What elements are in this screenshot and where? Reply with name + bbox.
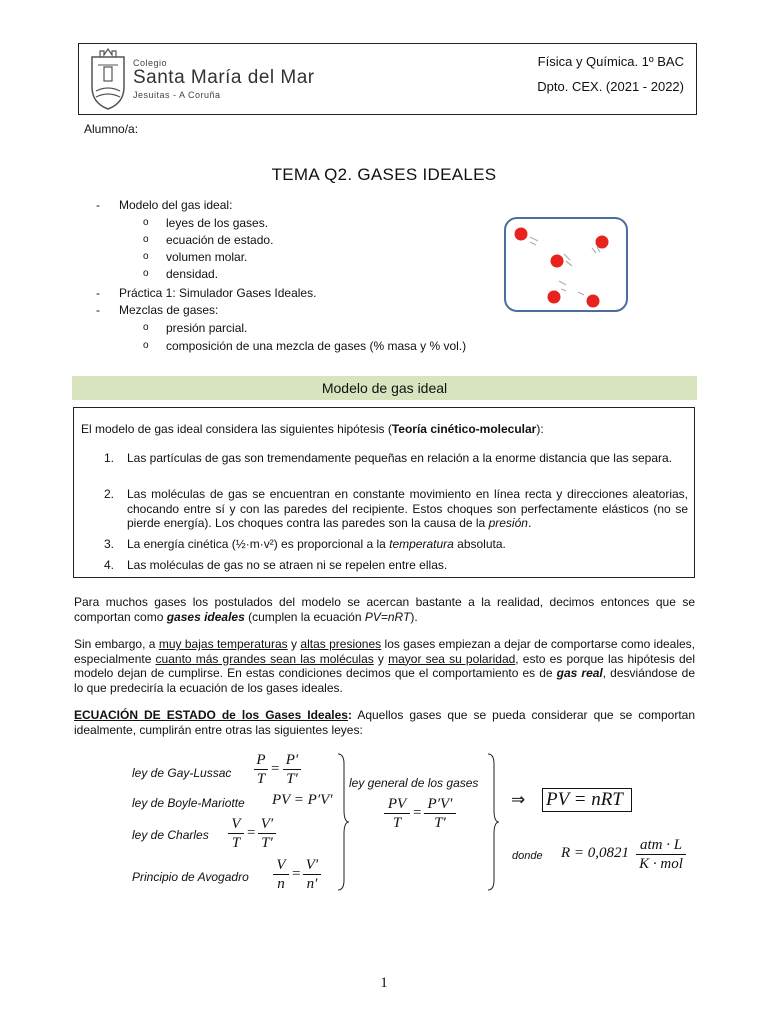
fraction: V n (273, 857, 289, 892)
fraction: PV T (384, 796, 410, 831)
gas-constant-units: atm · L K · mol (636, 837, 686, 872)
list-number: 4. (104, 558, 115, 572)
toc-subitem: leyes de los gases. (166, 216, 269, 230)
paragraph-ideal-gases: Para muchos gases los postulados del modelo se acercan bastante a la realidad, decimos entonces que se comportan como gases ideales (cumplen la ecuación PV=nRT). (74, 595, 695, 624)
list-dash: - (96, 303, 100, 317)
toc-subitem: presión parcial. (166, 321, 248, 335)
school-subtitle: Jesuitas - A Coruña (133, 90, 221, 100)
where-label: donde (512, 850, 543, 862)
gas-container-illustration (500, 215, 632, 315)
equals-sign: = (413, 805, 422, 821)
law-label-boyle: ley de Boyle-Mariotte (132, 796, 245, 810)
hypothesis-item: Las partículas de gas son tremendamente pequeñas en relación a la enorme distancia que las separa. (127, 451, 673, 465)
list-bullet: o (143, 340, 149, 351)
section-title: Modelo de gas ideal (321, 380, 448, 396)
school-name: Santa María del Mar (133, 67, 315, 88)
right-brace-right (486, 752, 500, 892)
list-dash: - (96, 286, 100, 300)
fraction: P′V′ T′ (424, 796, 456, 831)
list-bullet: o (143, 251, 149, 262)
list-bullet: o (143, 217, 149, 228)
gas-molecule (548, 291, 561, 304)
equals-sign: = (292, 866, 301, 882)
list-number: 3. (104, 537, 115, 551)
school-label-small: Colegio (133, 58, 168, 68)
equals-sign: = (247, 825, 256, 841)
toc-item: Práctica 1: Simulador Gases Ideales. (119, 286, 317, 300)
gas-constant-value: R = 0,0821 (561, 845, 630, 861)
gas-molecule (551, 255, 564, 268)
hypothesis-intro: El modelo de gas ideal considera las siguientes hipótesis (Teoría cinético-molecular): (81, 422, 544, 436)
fraction: V′ T′ (258, 816, 276, 851)
fraction: P′ T′ (283, 752, 301, 787)
toc-item: Modelo del gas ideal: (119, 198, 233, 212)
student-label: Alumno/a: (84, 122, 139, 136)
fraction: P T (254, 752, 268, 787)
motion-lines (530, 237, 600, 295)
law-label-gay-lussac: ley de Gay-Lussac (132, 766, 232, 780)
law-label-general: ley general de los gases (349, 776, 479, 790)
paragraph-state-equation: ECUACIÓN DE ESTADO de los Gases Ideales: Aquellos gases que se pueda considerar que se comportan idealmente, cumplirán entre otras las siguientes leyes: (74, 708, 695, 737)
page-title: TEMA Q2. GASES IDEALES (271, 165, 497, 184)
list-dash: - (96, 198, 100, 212)
fraction: V T (228, 816, 244, 851)
toc-subitem: volumen molar. (166, 250, 248, 264)
ideal-gas-equation: PV = nRT (542, 788, 632, 812)
toc-subitem: ecuación de estado. (166, 233, 274, 247)
paragraph-real-gases: Sin embargo, a muy bajas temperaturas y altas presiones los gases empiezan a dejar de comportarse como ideales, especialmente cuanto más grandes sean las moléculas y mayor sea su polaridad, esto es porque las hipótesis del modelo dejan de cumplirse. En estas condiciones decimos que el comportamiento es de gas real, desviándose de lo que predeciría la ecuación de los gases ideales. (74, 637, 696, 695)
school-crest-logo (86, 47, 130, 111)
list-bullet: o (143, 268, 149, 279)
department-label: Dpto. CEX. (2021 - 2022) (537, 79, 684, 94)
fraction: V′ n′ (303, 857, 321, 892)
hypothesis-item: Las moléculas de gas se encuentran en constante movimiento en línea recta y direcciones aleatorias, chocando entre sí y con las paredes del recipiente. Estos choques son perfectamente elásticos (no se pierde energía). Los choques contra las paredes son la causa de la presión. (127, 487, 688, 530)
list-number: 1. (104, 451, 115, 465)
toc-subitem: composición de una mezcla de gases (% masa y % vol.) (166, 339, 467, 353)
equals-sign: = (271, 761, 280, 777)
law-label-avogadro: Principio de Avogadro (132, 870, 249, 884)
list-bullet: o (143, 322, 149, 333)
gas-molecule (587, 295, 600, 308)
gas-molecule (515, 228, 528, 241)
page-number: 1 (380, 975, 388, 991)
hypothesis-item: Las moléculas de gas no se atraen ni se repelen entre ellas. (127, 558, 448, 572)
list-bullet: o (143, 234, 149, 245)
boyle-equation: PV = P′V′ (272, 792, 333, 808)
toc-subitem: densidad. (166, 267, 219, 281)
subject-label: Física y Química. 1º BAC (537, 54, 684, 69)
gas-molecule (596, 236, 609, 249)
toc-item: Mezclas de gases: (119, 303, 219, 317)
hypothesis-item: La energía cinética (½·m·v²) es proporcional a la temperatura absoluta. (127, 537, 506, 551)
right-brace-left (336, 752, 350, 892)
law-label-charles: ley de Charles (132, 828, 209, 842)
implies-arrow: ⇒ (511, 790, 526, 810)
list-number: 2. (104, 487, 115, 501)
